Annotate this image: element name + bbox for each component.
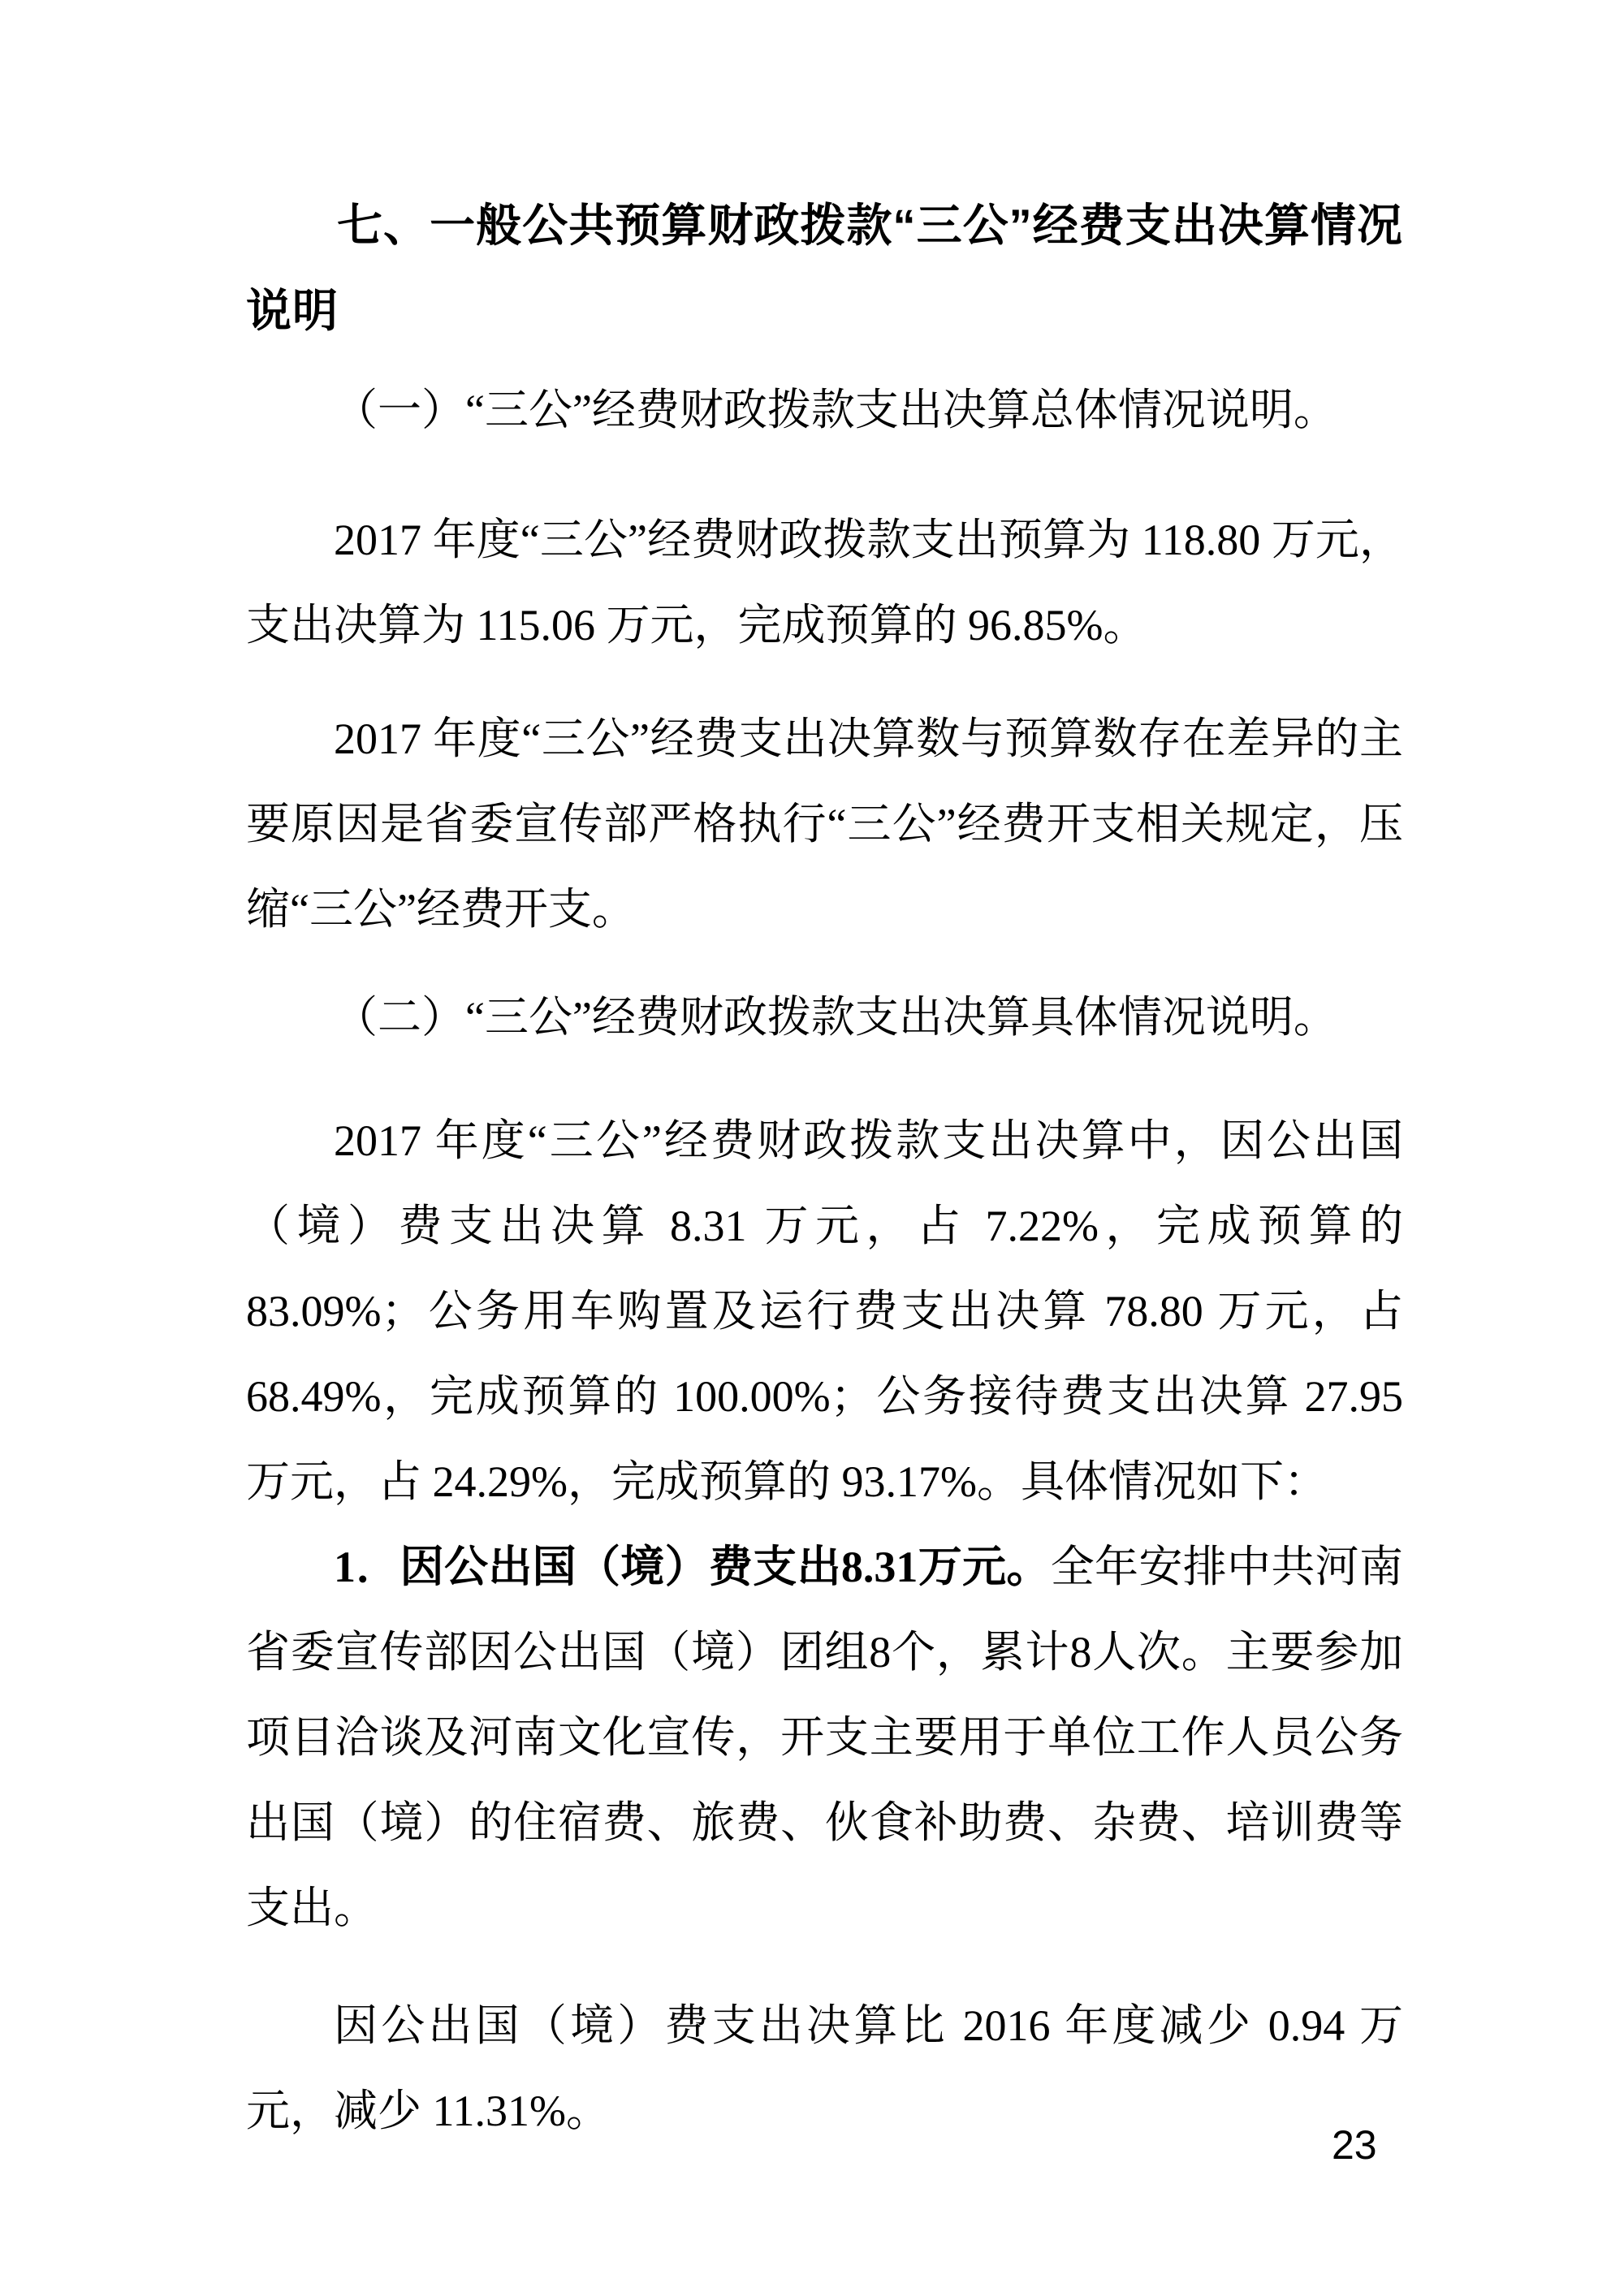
item1-lead-sentence: 1．因公出国（境）费支出8.31万元。 (334, 1543, 1051, 1591)
subsection-2-heading: （二）“三公”经费财政拨款支出决算具体情况说明。 (334, 993, 1337, 1042)
item1-body-text: 全年安排中共河南省委宣传部因公出国（境）团组8个，累计8人次。主要参加项目洽谈及河南文化宣传，开支主要用于单位工作人员公务出国（境）的住宿费、旅费、伙食补助费、杂费、培训费等支出。 (246, 1543, 1404, 1932)
para-detailed-breakdown: 2017 年度“三公”经费财政拨款支出决算中，因公出国（境）费支出决算 8.31 万元，占 7.22%，完成预算的 83.09%；公务用车购置及运行费支出决算 78.80 万元，占 68.49%，完成预算的 100.00%；公务接待费支出决算 27.95 万元，占 24.29%，完成预算的 93.17%。具体情况如下： (246, 1116, 1403, 1506)
para-item1-abroad-expense (246, 1525, 1403, 1951)
para-overall-situation: 2017 年度“三公”经费财政拨款支出预算为 118.80 万元，支出决算为 115.06 万元，完成预算的 96.85%。 (246, 516, 1403, 650)
para-item1-year-comparison: 因公出国（境）费支出决算比 2016 年度减少 0.94 万元，减少 11.31%。 (246, 2001, 1403, 2135)
subsection-1-heading: （一）“三公”经费财政拨款支出决算总体情况说明。 (334, 386, 1337, 434)
section-heading: 七、一般公共预算财政拨款“三公”经费支出决算情况说明 (246, 200, 1403, 336)
para-variance-reason: 2017 年度“三公”经费支出决算数与预算数存在差异的主要原因是省委宣传部严格执行“三公”经费开支相关规定，压缩“三公”经费开支。 (246, 714, 1403, 934)
page-number: 23 (1332, 2122, 1377, 2168)
